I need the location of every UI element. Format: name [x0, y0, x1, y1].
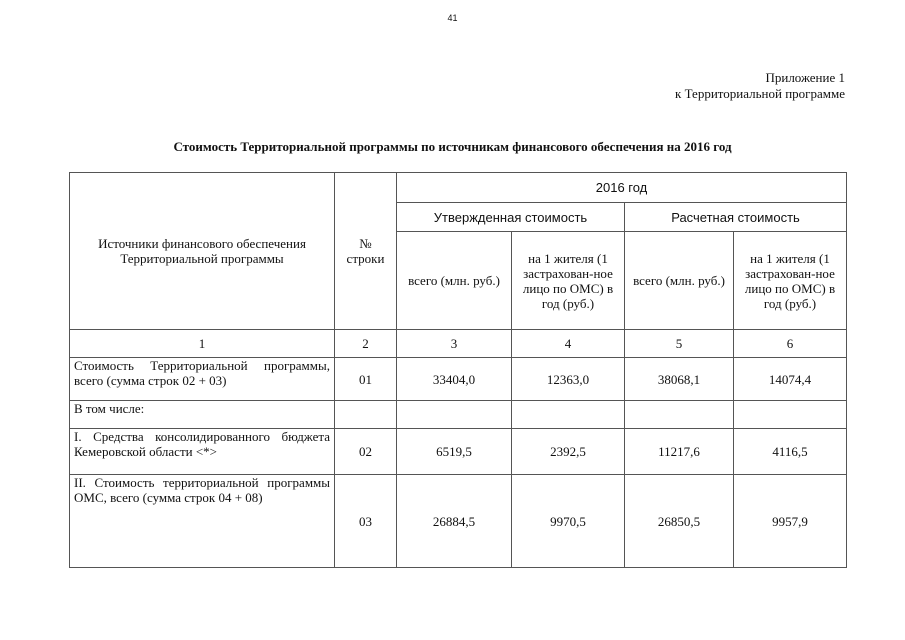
header-calculated-total: всего (млн. руб.)	[625, 232, 734, 330]
approved-per-capita-value: 12363,0	[512, 358, 625, 401]
table-row	[70, 358, 847, 401]
row-number	[335, 401, 397, 429]
header-row-year	[70, 173, 847, 203]
row-number: 01	[335, 358, 397, 401]
header-row-number: № строки	[335, 173, 397, 330]
page-number: 41	[447, 13, 458, 23]
approved-per-capita-value: 2392,5	[512, 429, 625, 475]
appendix-line-2: к Территориальной программе	[675, 86, 845, 101]
column-number: 6	[734, 330, 847, 358]
approved-total-value: 26884,5	[397, 475, 512, 568]
column-number: 3	[397, 330, 512, 358]
header-approved-per-capita: на 1 жителя (1 застрахован-ное лицо по ОМС) в год (руб.)	[512, 232, 625, 330]
calculated-per-capita-value: 9957,9	[734, 475, 847, 568]
document-title: Стоимость Территориальной программы по источникам финансового обеспечения на 2016 год	[173, 139, 732, 154]
approved-total-value	[397, 401, 512, 429]
header-year: 2016 год	[397, 173, 847, 203]
table-row	[70, 475, 847, 568]
row-source-name: II. Стоимость территориальной программы ОМС, всего (сумма строк 04 + 08)	[70, 475, 335, 568]
header-calculated-cost: Расчетная стоимость	[625, 203, 847, 232]
row-number: 02	[335, 429, 397, 475]
calculated-total-value: 38068,1	[625, 358, 734, 401]
calculated-total-value	[625, 401, 734, 429]
approved-total-value: 33404,0	[397, 358, 512, 401]
approved-per-capita-value: 9970,5	[512, 475, 625, 568]
calculated-total-value: 26850,5	[625, 475, 734, 568]
appendix-note	[675, 70, 845, 102]
calculated-per-capita-value	[734, 401, 847, 429]
calculated-total-value: 11217,6	[625, 429, 734, 475]
header-approved-total: всего (млн. руб.)	[397, 232, 512, 330]
calculated-per-capita-value: 14074,4	[734, 358, 847, 401]
row-number: 03	[335, 475, 397, 568]
column-number: 5	[625, 330, 734, 358]
row-source-name: I. Средства консолидированного бюджета Кемеровской области <*>	[70, 429, 335, 475]
header-approved-cost: Утвержденная стоимость	[397, 203, 625, 232]
header-source: Источники финансового обеспечения Территориальной программы	[70, 173, 335, 330]
financing-sources-table	[69, 172, 847, 568]
column-number: 2	[335, 330, 397, 358]
approved-total-value: 6519,5	[397, 429, 512, 475]
column-number: 1	[70, 330, 335, 358]
table-row	[70, 401, 847, 429]
column-numbers-row	[70, 330, 847, 358]
appendix-line-1: Приложение 1	[765, 70, 845, 85]
column-number: 4	[512, 330, 625, 358]
calculated-per-capita-value: 4116,5	[734, 429, 847, 475]
header-calculated-per-capita: на 1 жителя (1 застрахован-ное лицо по ОМС) в год (руб.)	[734, 232, 847, 330]
approved-per-capita-value	[512, 401, 625, 429]
table-row	[70, 429, 847, 475]
row-source-name: В том числе:	[70, 401, 335, 429]
row-source-name: Стоимость Территориальной программы, всего (сумма строк 02 + 03)	[70, 358, 335, 401]
